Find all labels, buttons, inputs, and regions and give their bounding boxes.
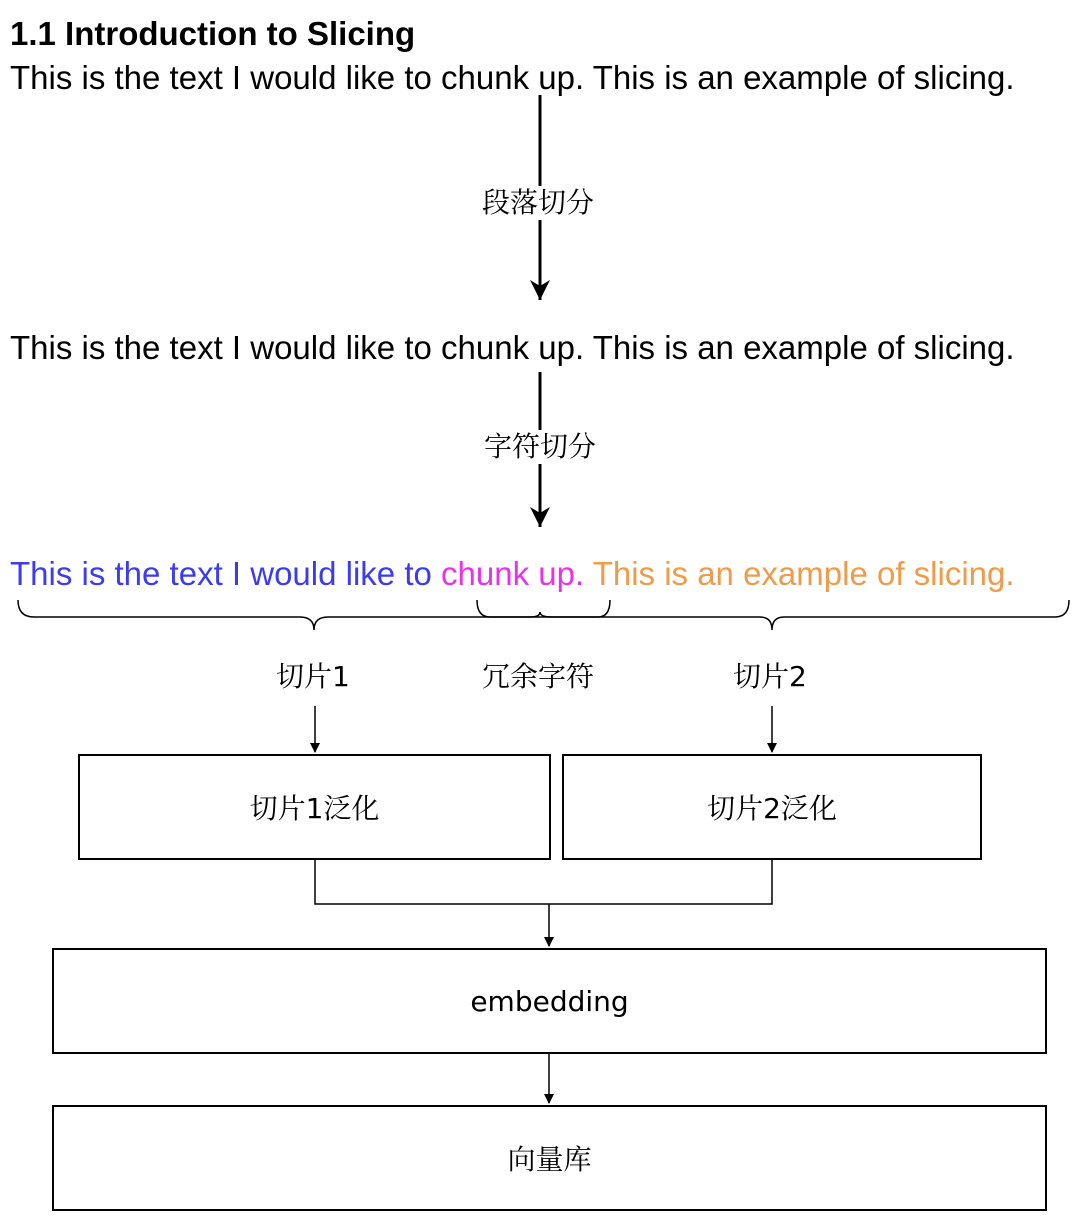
overlap-text: chunk up. [441, 555, 585, 592]
chunk2-text: This is an example of slicing. [584, 555, 1015, 592]
embedding-label: embedding [470, 984, 629, 1018]
brace-chunk2 [540, 600, 1069, 630]
chunk1-generalize-label: 切片1泛化 [249, 792, 380, 825]
chunk2-generalize-box [562, 754, 982, 860]
chunk1-label: 切片1 [276, 660, 350, 693]
chunk2-generalize-label: 切片2泛化 [707, 792, 837, 825]
overlap-label: 冗余字符 [482, 660, 595, 693]
source-text: This is the text I would like to chunk up. This is an example of slicing. [10, 59, 1015, 96]
embedding-box [52, 948, 1047, 1054]
brace-overlap [477, 600, 540, 617]
chunk1-text: This is the text I would like to [10, 555, 442, 592]
char-split-label: 字符切分 [484, 430, 597, 463]
paragraph-text: This is the text I would like to chunk up. This is an example of slicing. [10, 329, 1015, 366]
vector-db-box [52, 1105, 1047, 1211]
segmented-text [10, 554, 1015, 594]
chunk1-generalize-box [78, 754, 551, 860]
page-title: 1.1 Introduction to Slicing [10, 15, 416, 52]
chunk2-label: 切片2 [733, 660, 807, 693]
brace-chunk1 [18, 600, 610, 630]
paragraph-split-label: 段落切分 [482, 186, 595, 219]
merge-connector [315, 860, 772, 904]
vector-db-label: 向量库 [507, 1143, 592, 1176]
